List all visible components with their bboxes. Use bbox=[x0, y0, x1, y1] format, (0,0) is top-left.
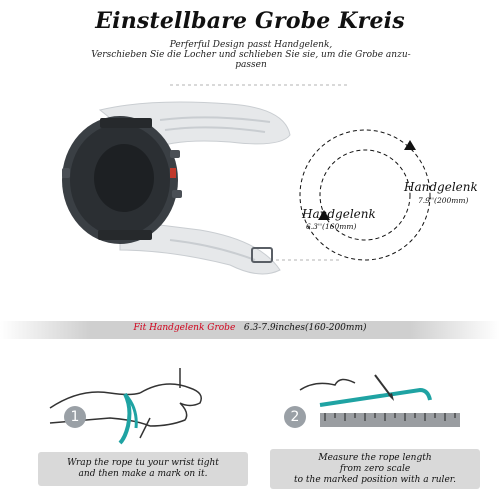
small-wrist-label: Handgelenk bbox=[302, 207, 376, 221]
page-title: Einstellbare Grobe Kreis bbox=[95, 8, 405, 34]
step2-caption bbox=[270, 449, 480, 489]
subtitle-line-1: Perferful Design passt Handgelenk, bbox=[169, 40, 333, 50]
size-diagram bbox=[300, 130, 430, 260]
watch-image bbox=[62, 102, 290, 274]
subtitle bbox=[86, 40, 416, 70]
large-wrist-label: Handgelenk bbox=[404, 180, 478, 194]
step2-illustration bbox=[280, 355, 470, 445]
step1-caption-line-1: Wrap the rope tu your wrist tight bbox=[67, 458, 219, 468]
step1-caption bbox=[38, 452, 248, 486]
subtitle-line-3: passen bbox=[235, 60, 267, 70]
small-wrist-size: 6.3''(160mm) bbox=[306, 222, 357, 231]
step2-caption-line-3: to the marked position with a ruler. bbox=[294, 474, 456, 485]
step2-caption-line-2: from zero scale bbox=[339, 463, 411, 474]
subtitle-line-2: Verschieben Sie die Locher und schlieben Sie sie, um die Grobe anzu- bbox=[91, 50, 411, 60]
banner-label: Fit Handgelenk Grobe bbox=[133, 323, 236, 333]
step-number-2: 2 bbox=[284, 406, 306, 428]
step-number-1: 1 bbox=[64, 406, 86, 428]
range-banner-text bbox=[0, 323, 500, 333]
banner-range: 6.3-7.9inches(160-200mm) bbox=[243, 323, 367, 333]
step1-illustration bbox=[40, 348, 220, 448]
step2-caption-line-1: Measure the rope length bbox=[318, 452, 432, 463]
step1-caption-line-2: and then make a mark on it. bbox=[78, 469, 208, 479]
large-wrist-size: 7.9''(200mm) bbox=[418, 196, 469, 205]
